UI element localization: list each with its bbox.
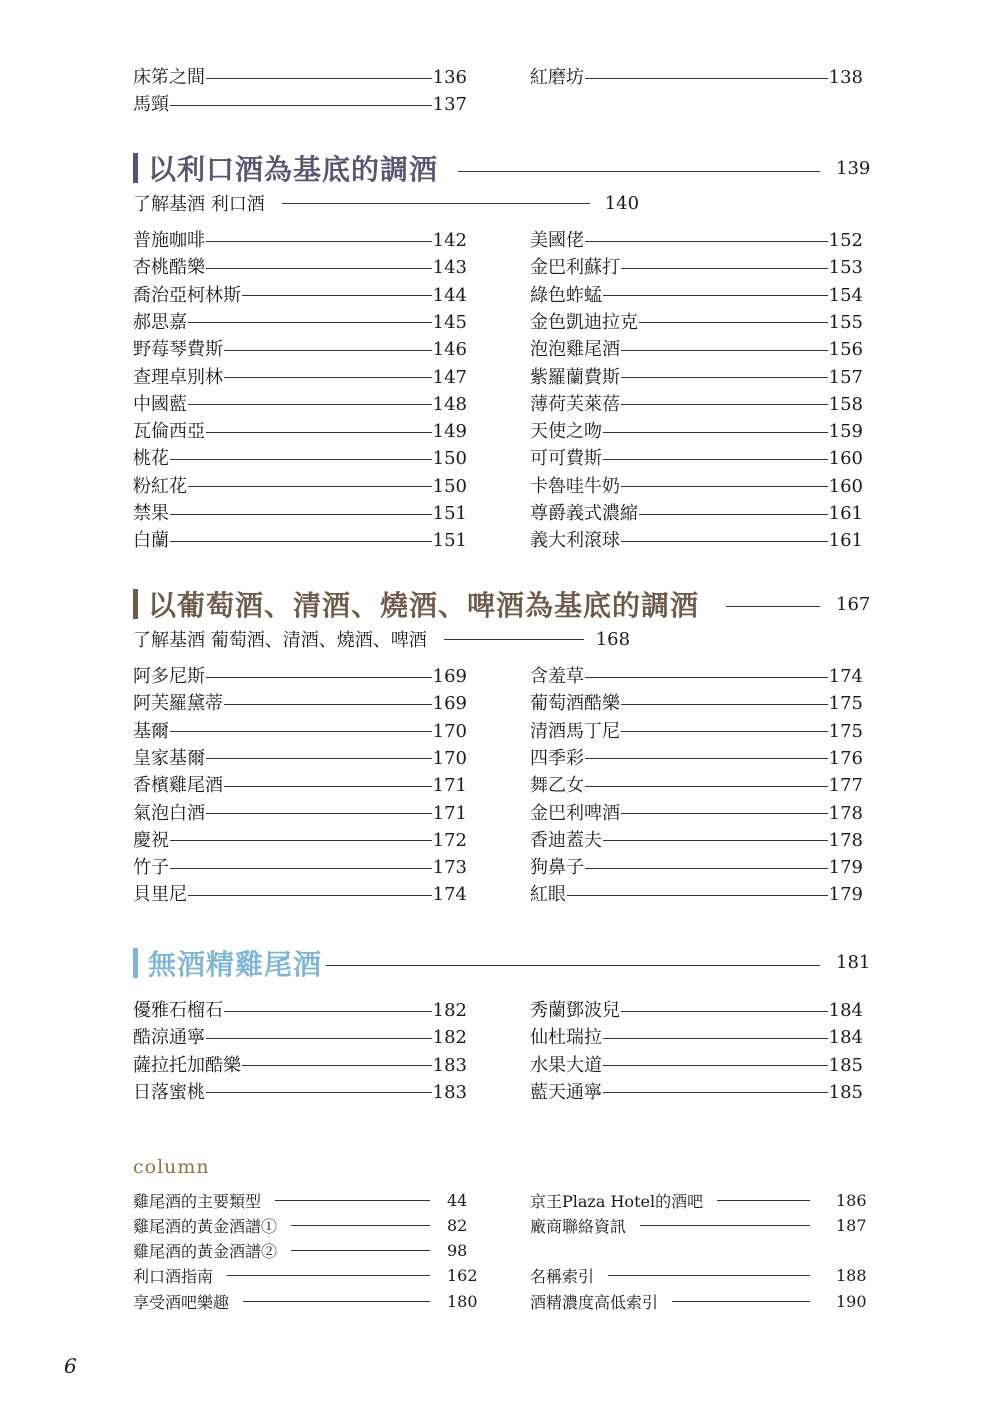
toc-entry-title: 馬頸 [133,94,169,115]
leader-line [639,322,828,323]
toc-entry-page: 185 [828,1081,863,1103]
leader-line [585,677,828,678]
toc-entry[interactable] [133,829,467,853]
toc-entry-title: 阿多尼斯 [133,666,205,687]
base-intro-entry[interactable] [133,190,639,216]
toc-entry[interactable] [133,774,467,798]
column-entry[interactable] [530,1290,866,1312]
toc-entry-page: 151 [432,530,467,552]
toc-entry-page: 160 [828,448,863,470]
toc-entry[interactable] [133,447,467,471]
toc-entry[interactable] [133,802,467,826]
leader-line [242,295,432,296]
toc-entry-page: 178 [828,802,863,824]
leader-line [621,350,828,351]
toc-entry[interactable] [530,747,863,771]
leader-line [206,268,432,269]
toc-entry[interactable] [530,393,863,417]
toc-entry-title: 貝里尼 [133,884,187,906]
toc-entry-title: 竹子 [133,857,169,879]
toc-entry[interactable] [530,502,863,526]
leader-line [621,731,828,732]
leader-line [188,322,432,323]
toc-entry[interactable] [530,829,863,853]
leader-line [603,432,828,433]
toc-entry[interactable] [133,502,467,526]
leader-line [621,486,828,487]
column-label: column [133,1156,210,1178]
section-bar [133,153,138,183]
column-entry-title: 廠商聯絡資訊 [530,1216,627,1236]
leader-line [603,840,828,841]
toc-entry-title: 禁果 [133,503,169,524]
toc-entry-page: 169 [432,666,467,687]
leader-line [621,1011,828,1012]
toc-entry[interactable] [133,1054,467,1078]
toc-entry[interactable] [133,284,467,308]
toc-entry-page: 169 [432,693,467,715]
toc-entry-page: 170 [432,747,467,769]
column-entry-page: 180 [447,1291,478,1311]
leader-line [170,541,432,542]
toc-entry[interactable] [133,665,467,689]
leader-line [206,1038,432,1039]
column-entry-title: 享受酒吧樂趣 [133,1292,230,1312]
toc-entry-page: 176 [828,747,863,769]
column-entry[interactable] [133,1239,477,1261]
toc-entry[interactable] [133,93,467,117]
toc-entry-page: 136 [432,67,467,88]
leader-line [206,813,432,814]
toc-entry-page: 182 [432,1000,467,1021]
toc-entry-title: 含羞草 [530,666,584,687]
toc-entry-page: 154 [828,284,863,306]
leader-line [170,868,432,869]
toc-entry-title: 天使之吻 [530,421,602,443]
leader-line [224,786,432,787]
page-number: 6 [64,1354,77,1378]
toc-entry[interactable] [133,66,467,90]
leader-line [444,639,584,640]
toc-entry-title: 氣泡白酒 [133,802,205,824]
toc-entry-title: 日落蜜桃 [133,1081,205,1103]
toc-entry-page: 147 [432,366,467,388]
toc-entry-page: 146 [432,339,467,361]
toc-entry-title: 金巴利蘇打 [530,257,620,279]
leader-line [170,105,432,106]
leader-line [206,78,432,79]
toc-entry-title: 狗鼻子 [530,857,584,879]
toc-entry-title: 皇家基爾 [133,747,205,769]
leader-line [291,1225,430,1226]
toc-entry[interactable] [530,447,863,471]
toc-entry-title: 美國佬 [530,230,584,251]
toc-entry-page: 183 [432,1081,467,1103]
toc-entry-title: 金色凱迪拉克 [530,311,638,333]
column-entry-title: 酒精濃度高低索引 [530,1292,659,1312]
toc-entry[interactable] [133,338,467,362]
toc-entry[interactable] [133,1026,467,1050]
leader-line [603,1038,828,1039]
leader-line [206,432,432,433]
toc-entry[interactable] [530,420,863,444]
leader-line [621,541,828,542]
toc-entry-title: 清酒馬丁尼 [530,720,620,742]
toc-entry-title: 水果大道 [530,1054,602,1076]
toc-entry[interactable] [530,999,863,1023]
toc-entry-title: 粉紅花 [133,475,187,497]
toc-entry-page: 155 [828,311,863,333]
leader-line [603,295,828,296]
toc-entry-page: 151 [432,503,467,524]
toc-entry-page: 156 [828,339,863,361]
leader-line [224,1011,432,1012]
toc-entry-page: 150 [432,448,467,470]
section-bar [133,589,138,619]
column-entry[interactable] [530,1214,866,1236]
toc-entry[interactable] [133,311,467,335]
leader-line [242,1065,432,1066]
leader-line [206,677,432,678]
toc-entry[interactable] [133,256,467,280]
toc-entry-page: 184 [828,1000,863,1021]
section-leader-line [326,965,820,966]
toc-entry[interactable] [133,856,467,880]
toc-entry-title: 尊爵義式濃縮 [530,503,638,524]
leader-line [188,486,432,487]
leader-line [206,241,432,242]
toc-entry-page: 171 [432,775,467,797]
leader-line [170,459,432,460]
toc-entry-title: 仙杜瑞拉 [530,1027,602,1049]
toc-entry-page: 144 [432,284,467,306]
toc-entry-title: 普施咖啡 [133,230,205,251]
toc-entry-page: 148 [432,393,467,415]
toc-entry[interactable] [530,311,863,335]
leader-line [717,1200,810,1201]
section-title: 以葡萄酒、清酒、燒酒、啤酒為基底的調酒 [148,589,700,622]
toc-entry-page: 149 [432,421,467,443]
toc-entry-title: 藍天通寧 [530,1081,602,1103]
toc-entry-title: 杏桃酷樂 [133,257,205,279]
toc-entry-title: 查理卓別林 [133,366,223,388]
toc-entry-page: 175 [828,720,863,742]
toc-entry[interactable] [133,720,467,744]
toc-entry-title: 喬治亞柯林斯 [133,284,241,306]
leader-line [585,241,828,242]
toc-entry-page: 161 [828,503,863,524]
leader-line [672,1301,810,1302]
toc-entry-page: 171 [432,802,467,824]
base-intro-entry[interactable] [133,626,630,652]
leader-line [282,203,590,204]
leader-line [585,786,828,787]
column-entry-page: 186 [836,1190,867,1210]
toc-entry-page: 150 [432,475,467,497]
leader-line [224,704,432,705]
toc-entry-page: 179 [828,857,863,879]
toc-entry-title: 香檳雞尾酒 [133,775,223,797]
toc-entry-page: 175 [828,693,863,715]
toc-entry-page: 185 [828,1054,863,1076]
base-intro-title: 了解基酒 葡萄酒、清酒、燒酒、啤酒 [133,630,427,651]
column-entry[interactable] [530,1264,866,1286]
toc-entry-title: 酷涼通寧 [133,1027,205,1049]
toc-entry-title: 綠色蚱蜢 [530,284,602,306]
column-entry-page: 162 [447,1265,478,1285]
column-entry-page: 188 [836,1265,867,1285]
leader-line [567,895,828,896]
toc-entry[interactable] [530,66,863,90]
leader-line [603,1092,828,1093]
toc-entry-page: 174 [432,884,467,906]
column-entry-title: 京王Plaza Hotel的酒吧 [530,1191,704,1211]
toc-entry[interactable] [133,475,467,499]
leader-line [603,1065,828,1066]
section-title: 無酒精雞尾酒 [148,948,323,981]
toc-entry[interactable] [530,529,863,553]
toc-entry[interactable] [133,420,467,444]
toc-entry-page: 173 [432,857,467,879]
toc-entry[interactable] [133,883,467,907]
section-heading-wine[interactable] [133,584,699,624]
base-intro-title: 了解基酒 利口酒 [133,194,265,215]
toc-entry[interactable] [530,284,863,308]
toc-entry[interactable] [530,366,863,390]
column-entry[interactable] [133,1264,477,1286]
toc-entry-title: 香迪蓋夫 [530,829,602,851]
column-entry-page: 44 [447,1190,468,1210]
column-entry-title: 雞尾酒的黃金酒譜② [133,1241,278,1261]
toc-entry-title: 紅磨坊 [530,67,584,88]
toc-entry-title: 秀蘭鄧波兒 [530,1000,620,1021]
toc-entry[interactable] [530,720,863,744]
toc-entry-title: 葡萄酒酷樂 [530,693,620,715]
column-entry[interactable] [133,1189,477,1211]
toc-entry[interactable] [133,999,467,1023]
column-entry[interactable] [133,1214,477,1236]
leader-line [621,813,828,814]
toc-entry-title: 薩拉托加酷樂 [133,1054,241,1076]
toc-entry-title: 郝思嘉 [133,311,187,333]
leader-line [621,377,828,378]
column-entry-title: 雞尾酒的主要類型 [133,1191,262,1211]
toc-entry[interactable] [133,229,467,253]
toc-entry-title: 舞乙女 [530,775,584,797]
toc-entry-title: 四季彩 [530,747,584,769]
leader-line [206,1092,432,1093]
toc-entry[interactable] [133,366,467,390]
toc-entry-page: 182 [432,1027,467,1049]
toc-entry-title: 金巴利啤酒 [530,802,620,824]
leader-line [206,758,432,759]
column-entry-page: 190 [836,1291,867,1311]
leader-line [275,1200,430,1201]
toc-entry-page: 174 [828,666,863,687]
section-page: 167 [836,594,871,615]
toc-entry-title: 泡泡雞尾酒 [530,339,620,361]
leader-line [188,895,432,896]
column-entry-title: 利口酒指南 [133,1266,214,1286]
toc-entry-title: 中國藍 [133,393,187,415]
leader-line [585,868,828,869]
toc-entry-title: 桃花 [133,448,169,470]
leader-line [639,514,828,515]
section-heading-liqueur[interactable] [133,148,438,188]
toc-entry-title: 阿芙羅黛蒂 [133,693,223,715]
toc-entry-page: 177 [828,775,863,797]
toc-entry-page: 159 [828,421,863,443]
toc-entry[interactable] [530,1054,863,1078]
toc-entry-page: 172 [432,829,467,851]
section-bar [133,948,138,978]
toc-entry-title: 優雅石榴石 [133,1000,223,1021]
section-leader-line [458,171,820,172]
toc-entry[interactable] [530,256,863,280]
leader-line [224,350,432,351]
toc-entry-title: 紫羅蘭費斯 [530,366,620,388]
toc-entry-title: 野莓琴費斯 [133,339,223,361]
toc-entry[interactable] [530,665,863,689]
toc-entry[interactable] [133,1081,467,1105]
leader-line [243,1301,430,1302]
toc-entry-title: 義大利滾球 [530,530,620,552]
toc-entry-page: 160 [828,475,863,497]
toc-entry-page: 153 [828,257,863,279]
leader-line [621,704,828,705]
toc-entry[interactable] [530,1081,863,1105]
section-page: 139 [836,158,871,179]
toc-entry[interactable] [530,229,863,253]
toc-entry[interactable] [133,692,467,716]
toc-entry-title: 白蘭 [133,530,169,552]
toc-entry-page: 184 [828,1027,863,1049]
leader-line [608,1275,810,1276]
leader-line [585,78,828,79]
toc-entry[interactable] [530,883,863,907]
toc-entry-page: 170 [432,720,467,742]
toc-entry-title: 床笫之間 [133,67,205,88]
toc-entry-title: 慶祝 [133,829,169,851]
column-entry-page: 82 [447,1215,468,1235]
toc-entry-title: 薄荷芙萊蓓 [530,393,620,415]
column-entry[interactable] [133,1290,477,1312]
toc-entry-title: 紅眼 [530,884,566,906]
column-entry-title: 雞尾酒的黃金酒譜① [133,1216,278,1236]
toc-entry[interactable] [530,338,863,362]
toc-entry[interactable] [530,802,863,826]
toc-entry-page: 178 [828,829,863,851]
section-heading-mocktail[interactable] [133,943,322,983]
toc-entry-title: 基爾 [133,720,169,742]
leader-line [291,1250,430,1251]
leader-line [224,377,432,378]
toc-entry-title: 可可費斯 [530,448,602,470]
toc-entry-page: 138 [828,67,863,88]
toc-entry-page: 143 [432,257,467,279]
base-intro-page: 168 [595,628,631,650]
section-page: 181 [836,952,871,973]
toc-entry-page: 137 [432,94,467,115]
toc-entry[interactable] [133,393,467,417]
toc-entry-title: 卡魯哇牛奶 [530,475,620,497]
leader-line [621,404,828,405]
toc-entry[interactable] [530,475,863,499]
leader-line [188,404,432,405]
toc-entry-page: 161 [828,530,863,552]
toc-entry[interactable] [530,692,863,716]
toc-entry[interactable] [530,774,863,798]
toc-entry-page: 152 [828,230,863,251]
column-entry-page: 98 [447,1240,468,1260]
base-intro-page: 140 [604,192,640,214]
section-title: 以利口酒為基底的調酒 [148,153,439,186]
toc-entry-page: 157 [828,366,863,388]
leader-line [585,758,828,759]
leader-line [170,731,432,732]
leader-line [170,840,432,841]
toc-entry-page: 145 [432,311,467,333]
toc-entry-page: 158 [828,393,863,415]
column-entry-page: 187 [836,1215,867,1235]
toc-entry-page: 179 [828,884,863,906]
toc-entry[interactable] [530,1026,863,1050]
leader-line [640,1225,810,1226]
leader-line [621,268,828,269]
toc-entry[interactable] [530,856,863,880]
toc-entry-title: 瓦倫西亞 [133,421,205,443]
column-entry-title: 名稱索引 [530,1266,595,1286]
toc-entry-page: 183 [432,1054,467,1076]
leader-line [170,514,432,515]
toc-entry[interactable] [133,529,467,553]
toc-entry[interactable] [133,747,467,771]
column-entry[interactable] [530,1189,866,1211]
section-leader-line [726,606,820,607]
leader-line [603,459,828,460]
leader-line [227,1275,430,1276]
toc-entry-page: 142 [432,230,467,251]
